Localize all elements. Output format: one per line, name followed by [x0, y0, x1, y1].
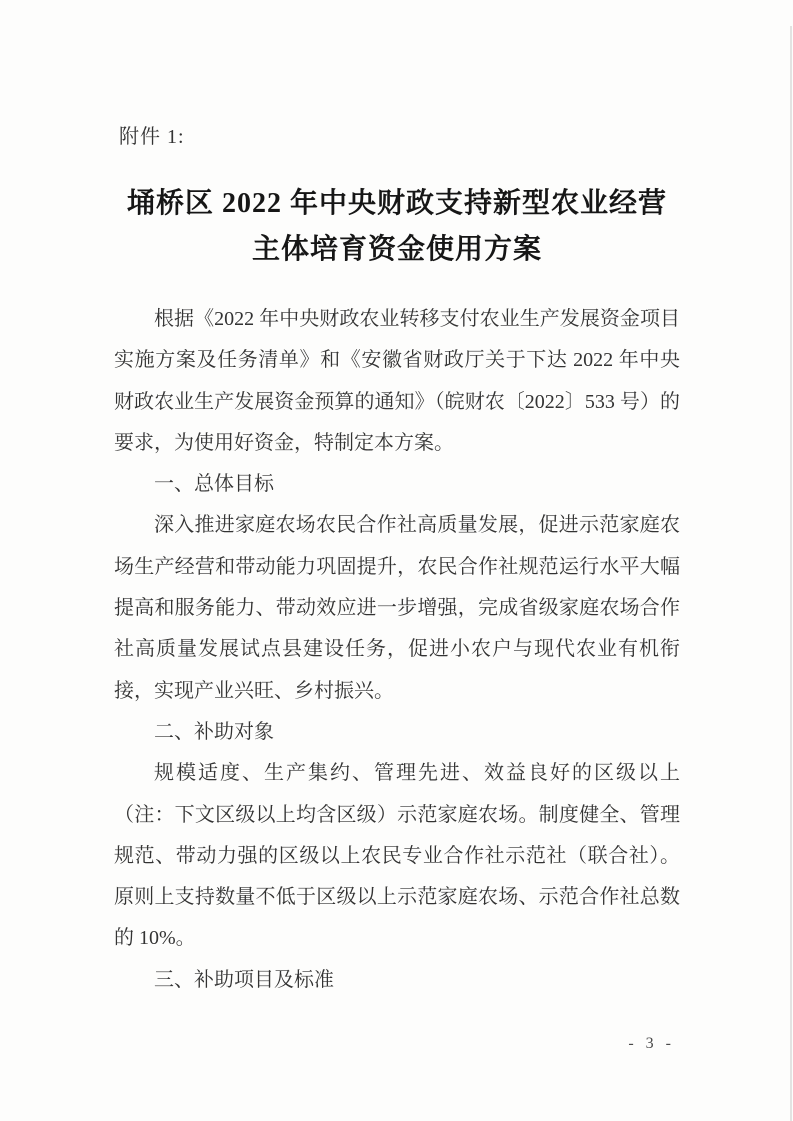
document-body: [114, 299, 680, 1001]
section-3-heading: 三、补助项目及标准: [154, 968, 334, 991]
section-2-body: 规模适度、生产集约、管理先进、效益良好的区级以上（注：下文区级以上均含区级）示范家庭农场。制度健全、管理规范、带动力强的区级以上农民专业合作社示范社（联合社）。原则上支持数量不低于区级以上示范家庭农场、示范合作社总数的 10%。: [114, 762, 680, 950]
attachment-label: 附件 1:: [119, 126, 185, 148]
section-2-heading: 二、补助对象: [154, 720, 274, 743]
section-1-body: 深入推进家庭农场农民合作社高质量发展，促进示范家庭农场生产经营和带动能力巩固提升，农民合作社规范运行水平大幅提高和服务能力、带动效应进一步增强，完成省级家庭农场合作社高质量发展试点县建设任务，促进小农户与现代农业有机衔接，实现产业兴旺、乡村振兴。: [114, 514, 680, 702]
document-title-line2: 主体培育资金使用方案: [251, 234, 542, 265]
intro-paragraph: 根据《2022 年中央财政农业转移支付农业生产发展资金项目实施方案及任务清单》和《安徽省财政厅关于下达 2022 年中央财政农业生产发展资金预算的通知》（皖财农〔2022〕533 号）的要求，为使用好资金，特制定本方案。: [114, 308, 680, 454]
document-title-line1: 埇桥区 2022 年中央财政支持新型农业经营: [126, 188, 667, 219]
section-1-heading: 一、总体目标: [154, 473, 274, 496]
scan-artifact-line: [790, 26, 792, 1121]
page-number: - 3 -: [628, 1035, 675, 1052]
document-title: [114, 181, 680, 273]
